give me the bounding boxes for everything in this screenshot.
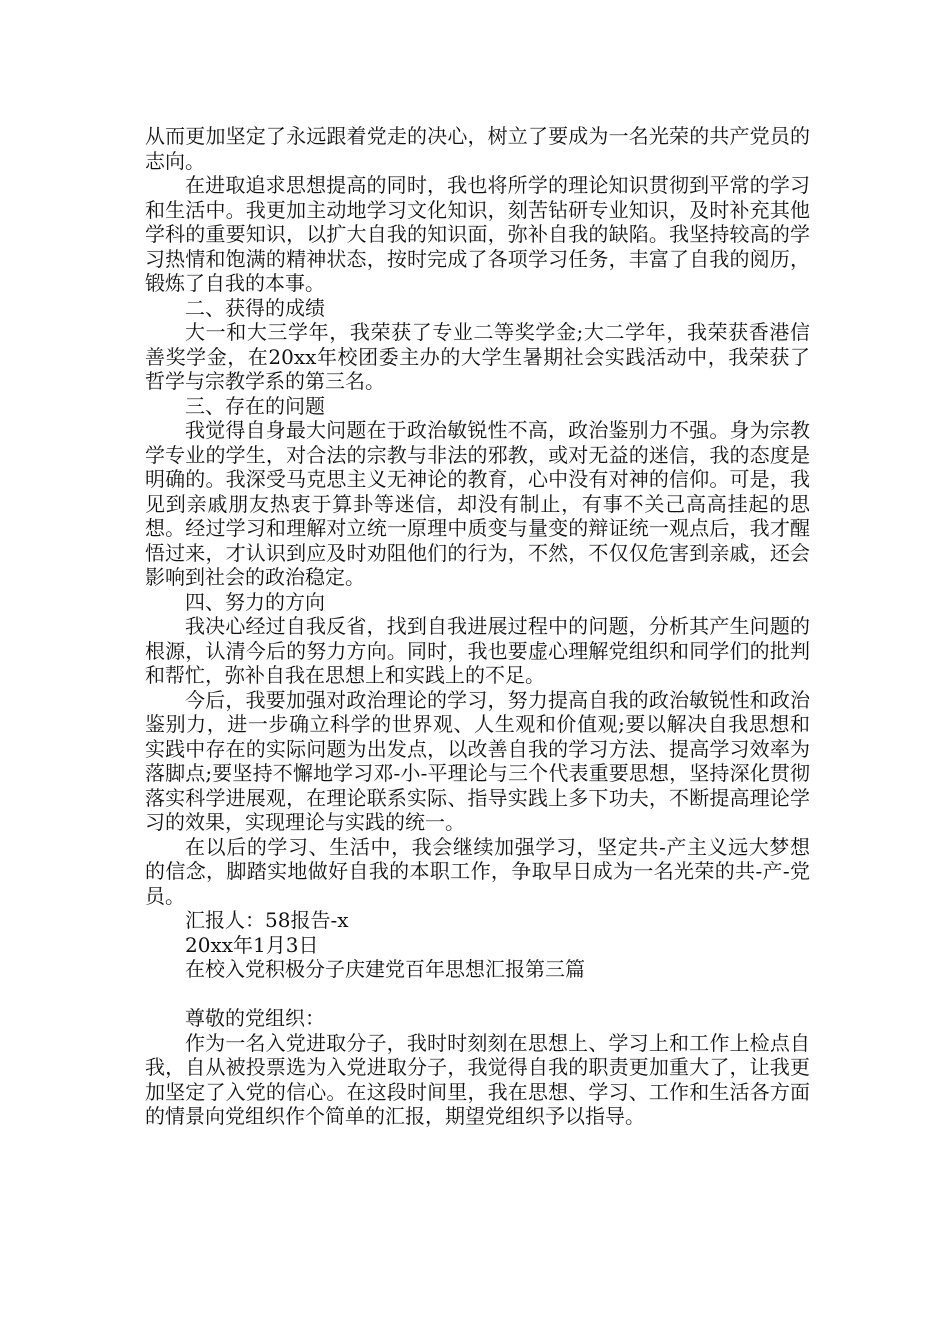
paragraph: 今后，我要加强对政治理论的学习，努力提高自我的政治敏锐性和政治鉴别力，进一步确立科学的世界观、人生观和价值观;要以解决自我思想和实践中存在的实际问题为出发点，以改善自我的学习方法、提高学习效率为落脚点;要坚持不懈地学习邓-小-平理论与三个代表重要思想，坚持深化贯彻落实科学进展观，在理论联系实际、指导实践上多下功夫，不断提高理论学习的效果，实现理论与实践的统一。 <box>145 687 810 834</box>
blank-line <box>145 982 810 1007</box>
paragraph: 尊敬的党组织： <box>185 1006 325 1030</box>
paragraph: 在以后的学习、生活中，我会继续加强学习，坚定共-产主义远大梦想的信念，脚踏实地做好自我的本职工作，争取早日成为一名光荣的共-产-党员。 <box>145 834 810 908</box>
paragraph: 大一和大三学年，我荣获了专业二等奖学金;大二学年，我荣获香港信善奖学金，在20xx年校团委主办的大学生暑期社会实践活动中，我荣获了哲学与宗教学系的第三名。 <box>145 320 810 393</box>
paragraph: 汇报人：58报告-x <box>185 908 349 932</box>
paragraph: 20xx年1月3日 <box>185 932 319 957</box>
paragraph: 在校入党积极分子庆建党百年思想汇报第三篇 <box>185 957 585 981</box>
paragraph: 我决心经过自我反省，找到自我进展过程中的问题，分析其产生问题的根源，认清今后的努力方向。同时，我也要虚心理解党组织和同学们的批判和帮忙，弥补自我在思想上和实践上的不足。 <box>145 614 810 687</box>
paragraph: 在进取追求思想提高的同时，我也将所学的理论知识贯彻到平常的学习和生活中。我更加主动地学习文化知识，刻苦钻研专业知识，及时补充其他学科的重要知识，以扩大自我的知识面，弥补自我的缺陷。我坚持较高的学习热情和饱满的精神状态，按时完成了各项学习任务，丰富了自我的阅历，锻炼了自我的本事。 <box>145 173 810 295</box>
paragraph: 我觉得自身最大问题在于政治敏锐性不高，政治鉴别力不强。身为宗教学专业的学生，对合法的宗教与非法的邪教，或对无益的迷信，我的态度是明确的。我深受马克思主义无神论的教育，心中没有对神的信仰。可是，我见到亲戚朋友热衷于算卦等迷信，却没有制止，有事不关己高高挂起的思想。经过学习和理解对立统一原理中质变与量变的辩证统一观点后，我才醒悟过来，才认识到应及时劝阻他们的行为，不然，不仅仅危害到亲戚，还会影响到社会的政治稳定。 <box>145 418 810 589</box>
section-heading: 四、努力的方向 <box>185 589 325 614</box>
section-heading: 三、存在的问题 <box>185 393 325 418</box>
paragraph: 从而更加坚定了永远跟着党走的决心，树立了要成为一名光荣的共产党员的志向。 <box>145 124 810 173</box>
document-body <box>145 124 810 1129</box>
paragraph: 作为一名入党进取分子，我时时刻刻在思想上、学习上和工作上检点自我，自从被投票选为入党进取分子，我觉得自我的职责更加重大了，让我更加坚定了入党的信心。在这段时间里，我在思想、学习、工作和生活各方面的情景向党组织作个简单的汇报，期望党组织予以指导。 <box>145 1030 810 1128</box>
section-heading: 二、获得的成绩 <box>185 295 325 320</box>
